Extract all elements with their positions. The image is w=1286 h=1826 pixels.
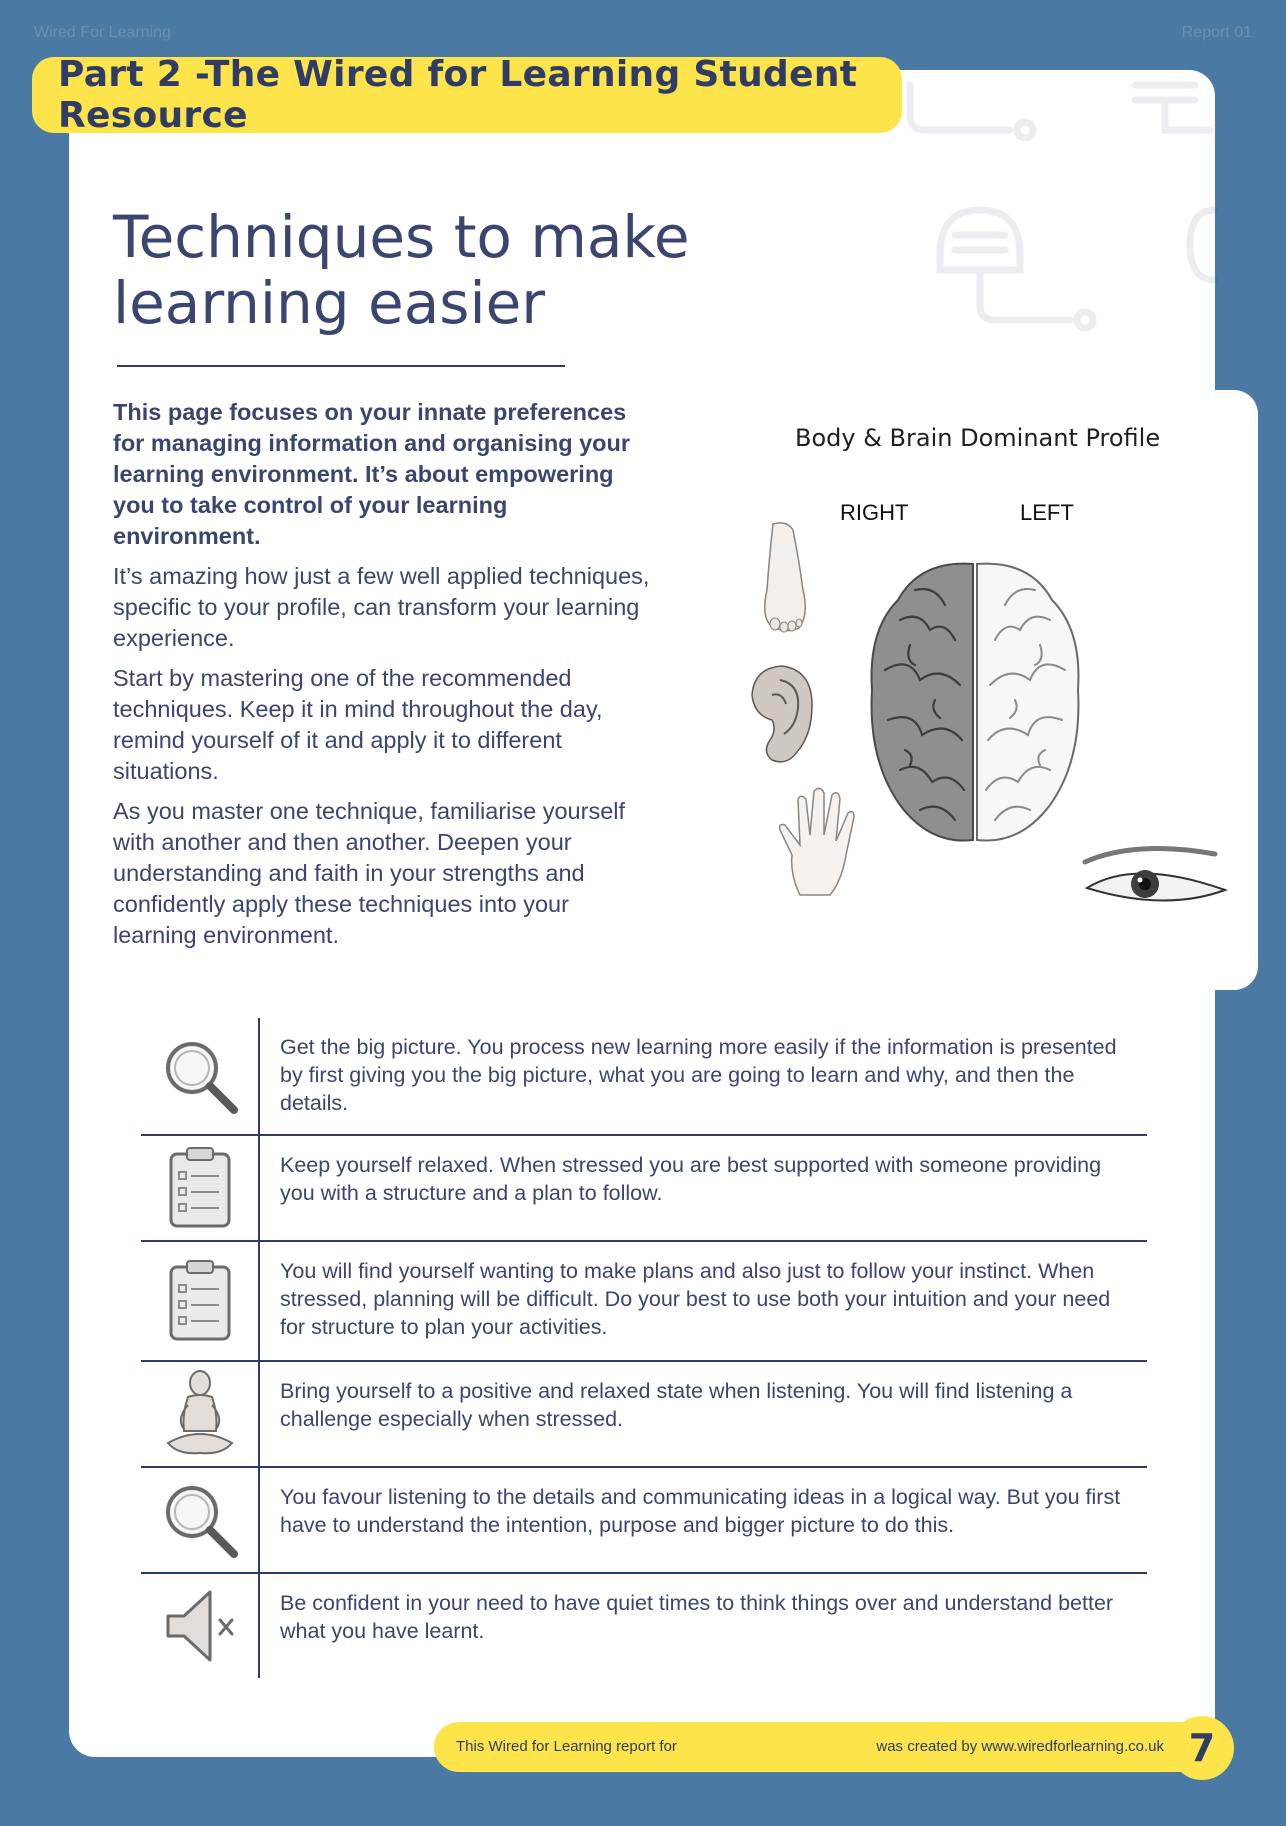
technique-row	[141, 1362, 1147, 1468]
technique-icon-cell	[141, 1468, 260, 1572]
magnifier-icon	[160, 1036, 240, 1116]
title-line: Techniques to make	[113, 203, 690, 271]
report-label: Report 01	[1181, 24, 1252, 41]
technique-row	[141, 1574, 1147, 1678]
technique-icon-cell	[141, 1362, 260, 1466]
section-banner: Part 2 -The Wired for Learning Student Resource	[32, 57, 902, 133]
page-number: 7	[1170, 1716, 1234, 1780]
technique-text: Bring yourself to a positive and relaxed state when listening. You will find listening a challenge especially when stressed.	[280, 1379, 1073, 1431]
techniques-table	[141, 1018, 1147, 1678]
clipboard-icon	[165, 1146, 235, 1230]
title-divider	[117, 365, 565, 367]
clipboard-icon	[165, 1259, 235, 1343]
brain-watermark-icon	[920, 195, 1120, 335]
technique-row	[141, 1136, 1147, 1242]
right-hemisphere-label: RIGHT	[840, 500, 909, 525]
intro-paragraph: As you master one technique, familiarise yourself with another and then another. Deepen your understanding and faith in your strengths and confidently apply these techniques into your learning environment.	[113, 798, 626, 948]
brain-watermark-icon	[900, 75, 1050, 150]
technique-row	[141, 1242, 1147, 1362]
technique-text: Be confident in your need to have quiet times to think things over and understand better what you have learnt.	[280, 1591, 1114, 1643]
intro-paragraph: Start by mastering one of the recommended techniques. Keep it in mind throughout the day, remind yourself of it and apply it to different situations.	[113, 665, 603, 784]
mute-speaker-icon	[160, 1586, 240, 1666]
title-line: learning easier	[113, 269, 546, 337]
technique-icon-cell	[141, 1018, 260, 1134]
hand-icon	[770, 785, 870, 900]
left-hemisphere-label: LEFT	[1020, 500, 1074, 525]
technique-icon-cell	[141, 1136, 260, 1240]
meditation-icon	[162, 1369, 238, 1459]
technique-text: You favour listening to the details and communicating ideas in a logical way. But you first have to understand the intention, purpose and bigger picture to do this.	[280, 1485, 1121, 1537]
technique-text: Get the big picture. You process new learning more easily if the information is presented by first giving you the big picture, what you are going to learn and why, and then the details.	[280, 1035, 1117, 1115]
technique-text: Keep yourself relaxed. When stressed you are best supported with someone providing you with a structure and a plan to follow.	[280, 1153, 1102, 1205]
brain-icon	[860, 560, 1090, 845]
technique-row	[141, 1468, 1147, 1574]
technique-text: You will find yourself wanting to make plans and also just to follow your instinct. When stressed, planning will be difficult. Do your best to use both your intuition and your need for structure to plan your activities.	[280, 1259, 1111, 1339]
foot-icon	[755, 520, 815, 635]
ear-icon	[742, 660, 817, 770]
brand-label: Wired For Learning	[34, 24, 171, 41]
technique-row	[141, 1018, 1147, 1136]
brain-watermark-icon	[1180, 200, 1220, 290]
brain-watermark-icon	[1125, 70, 1215, 150]
technique-icon-cell	[141, 1242, 260, 1360]
intro-lead: This page focuses on your innate preferences for managing information and organising your learning environment. It’s about empowering you to take control of your learning environment.	[113, 399, 631, 549]
eye-icon	[1075, 840, 1235, 915]
footer-report-for: This Wired for Learning report for	[456, 1738, 677, 1755]
technique-icon-cell	[141, 1574, 260, 1678]
footer-credit-link[interactable]: was created by www.wiredforlearning.co.uk	[876, 1738, 1164, 1755]
intro-text	[113, 397, 653, 960]
intro-paragraph: It’s amazing how just a few well applied techniques, specific to your profile, can transform your learning experience.	[113, 563, 650, 651]
magnifier-icon	[160, 1480, 240, 1560]
footer-bar	[434, 1722, 1204, 1772]
profile-title: Body & Brain Dominant Profile	[795, 424, 1161, 452]
page-title	[113, 204, 713, 336]
